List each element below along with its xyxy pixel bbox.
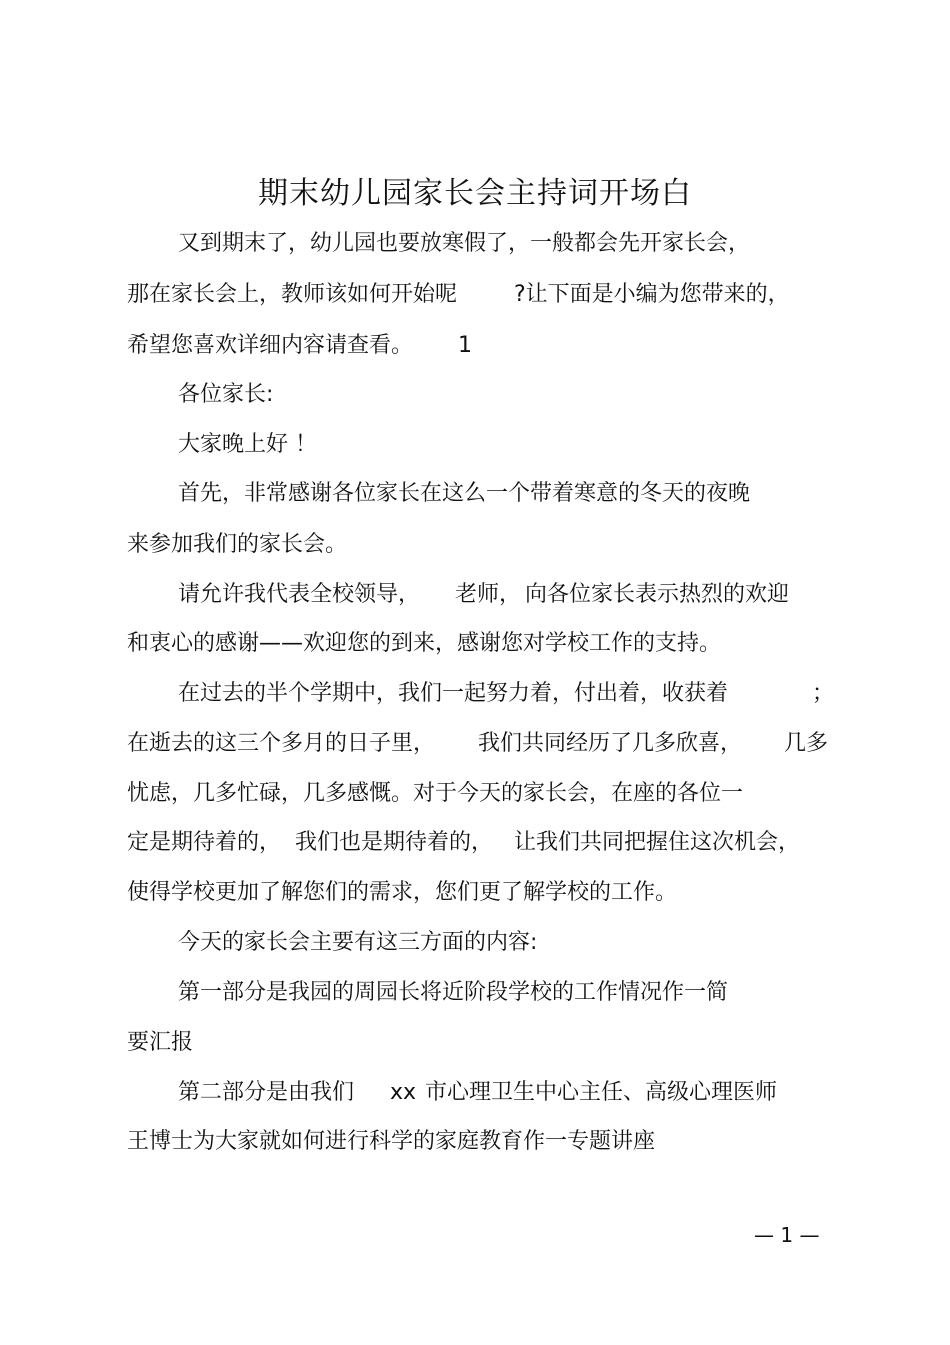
paragraph-line: 我们共同经历了几多欣喜，	[478, 731, 743, 756]
paragraph-line: 在逝去的这三个多月的日子里，	[127, 731, 436, 756]
paragraph-line: 市心理卫生中心主任、高级心理医师	[425, 1080, 778, 1105]
paragraph-line: ?让下面是小编为您带来的，	[514, 282, 790, 307]
paragraph-line: 请允许我代表全校领导，	[178, 582, 421, 607]
paragraph-line: 1	[458, 333, 472, 358]
paragraph-line: 那在家长会上，教师该如何开始呢	[127, 282, 458, 307]
greeting: 大家晚上好 ！	[178, 432, 317, 457]
paragraph-line: 第一部分是我园的周园长将近阶段学校的工作情况作一简	[178, 980, 729, 1005]
paragraph-line: 我们也是期待着的，	[295, 830, 494, 855]
paragraph-line: 要汇报	[127, 1030, 194, 1055]
paragraph-line: 定是期待着的，	[127, 830, 282, 855]
paragraph-line: 今天的家长会主要有这三方面的内容:	[178, 930, 538, 955]
paragraph-line: 和衷心的感谢——欢迎您的到来，感谢您对学校工作的支持。	[127, 631, 722, 656]
paragraph-line: 来参加我们的家长会。	[127, 532, 348, 557]
paragraph-line: 让我们共同把握住这次机会，	[514, 830, 801, 855]
document-title: 期末幼儿园家长会主持词开场白	[258, 176, 692, 211]
paragraph-line: 老师，	[455, 582, 522, 607]
paragraph-line: 王博士为大家就如何进行科学的家庭教育作一专题讲座	[127, 1129, 656, 1154]
paragraph-line: 忧虑，几多忙碌，几多感慨。对于今天的家长会，在座的各位一	[127, 781, 744, 806]
page-number: — 1 —	[754, 1223, 820, 1247]
paragraph-line: 希望您喜欢详细内容请查看。	[127, 333, 414, 358]
paragraph-line: 在过去的半个学期中，我们一起努力着，付出着，收获着	[178, 681, 729, 706]
paragraph-line: 向各位家长表示热烈的欢迎	[525, 582, 790, 607]
paragraph-line: 第二部分是由我们	[178, 1080, 355, 1105]
salutation: 各位家长:	[178, 382, 274, 407]
paragraph-line: 使得学校更加了解您们的需求，您们更了解学校的工作。	[127, 880, 678, 905]
paragraph-line: 几多	[784, 731, 829, 756]
paragraph-line: ；	[812, 681, 835, 706]
paragraph-line: 又到期末了，幼儿园也要放寒假了，一般都会先开家长会，	[178, 231, 751, 256]
paragraph-line: 首先，非常感谢各位家长在这么一个带着寒意的冬天的夜晚	[178, 481, 751, 506]
paragraph-line: xx	[390, 1080, 417, 1105]
